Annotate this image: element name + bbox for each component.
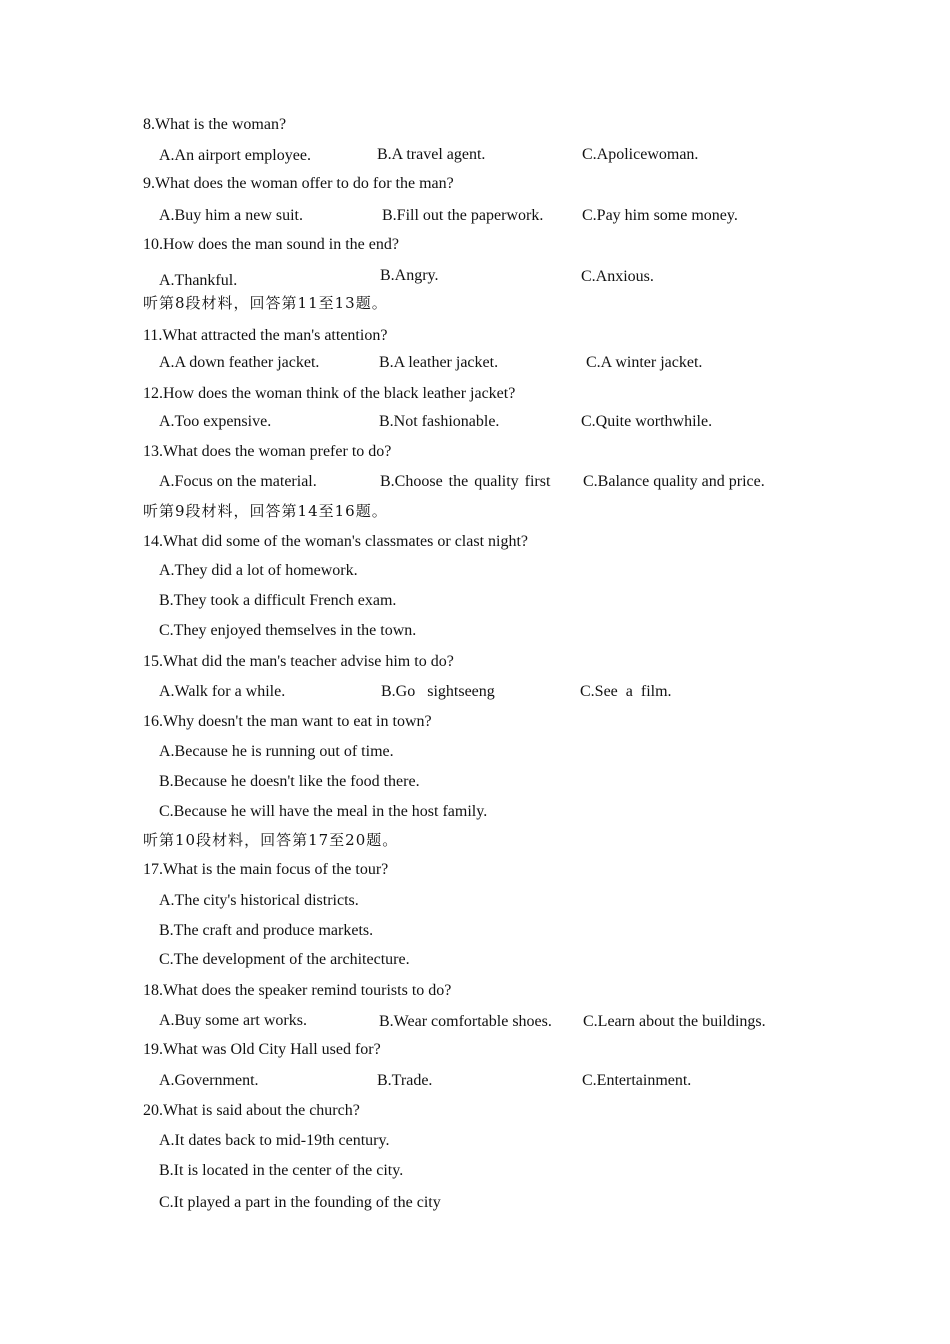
q8-option-b: B.A travel agent. (377, 146, 486, 163)
q13-option-a: A.Focus on the material. (159, 473, 317, 490)
question-17: 17.What is the main focus of the tour? (143, 861, 389, 878)
q20-option-c: C.It played a part in the founding of the city (159, 1194, 441, 1211)
q9-option-a: A.Buy him a new suit. (159, 207, 303, 224)
question-8: 8.What is the woman? (143, 116, 287, 133)
q17-option-a: A.The city's historical districts. (159, 892, 359, 909)
q19-option-a: A.Government. (159, 1072, 259, 1089)
q19-option-b: B.Trade. (377, 1072, 433, 1089)
question-11: 11.What attracted the man's attention? (143, 327, 388, 344)
q14-option-b: B.They took a difficult French exam. (159, 592, 397, 609)
section-heading-10: 听第10段材料，回答第17至20题。 (143, 831, 399, 849)
q18-option-a: A.Buy some art works. (159, 1012, 307, 1029)
question-9: 9.What does the woman offer to do for the man? (143, 175, 454, 192)
q9-option-b: B.Fill out the paperwork. (382, 207, 544, 224)
q16-option-c: C.Because he will have the meal in the host family. (159, 803, 488, 820)
q8-option-c: C.Apolicewoman. (582, 146, 699, 163)
q11-option-a: A.A down feather jacket. (159, 354, 320, 371)
question-20: 20.What is said about the church? (143, 1102, 360, 1119)
q16-option-b: B.Because he doesn't like the food there. (159, 773, 420, 790)
question-16: 16.Why doesn't the man want to eat in town? (143, 713, 432, 730)
section-heading-9: 听第9段材料，回答第14至16题。 (143, 502, 388, 520)
q18-option-c: C.Learn about the buildings. (583, 1013, 766, 1030)
q18-option-b: B.Wear comfortable shoes. (379, 1013, 552, 1030)
q9-option-c: C.Pay him some money. (582, 207, 738, 224)
question-18: 18.What does the speaker remind tourists to do? (143, 982, 452, 999)
question-10: 10.How does the man sound in the end? (143, 236, 399, 253)
q15-option-a: A.Walk for a while. (159, 683, 286, 700)
q11-option-b: B.A leather jacket. (379, 354, 499, 371)
q12-option-a: A.Too expensive. (159, 413, 272, 430)
question-19: 19.What was Old City Hall used for? (143, 1041, 381, 1058)
q16-option-a: A.Because he is running out of time. (159, 743, 394, 760)
q15-option-b: B.Go sightseeng (381, 683, 495, 700)
q15-option-c: C.See a film. (580, 683, 672, 700)
q14-option-c: C.They enjoyed themselves in the town. (159, 622, 417, 639)
q14-option-a: A.They did a lot of homework. (159, 562, 358, 579)
q11-option-c: C.A winter jacket. (586, 354, 703, 371)
section-heading-8: 听第8段材料，回答第11至13题。 (143, 294, 388, 312)
q17-option-c: C.The development of the architecture. (159, 951, 410, 968)
q10-option-c: C.Anxious. (581, 268, 654, 285)
q20-option-b: B.It is located in the center of the city. (159, 1162, 404, 1179)
q10-option-b: B.Angry. (380, 267, 439, 284)
q12-option-c: C.Quite worthwhile. (581, 413, 713, 430)
q17-option-b: B.The craft and produce markets. (159, 922, 374, 939)
q10-option-a: A.Thankful. (159, 272, 238, 289)
question-15: 15.What did the man's teacher advise him to do? (143, 653, 454, 670)
question-12: 12.How does the woman think of the black leather jacket? (143, 385, 516, 402)
q12-option-b: B.Not fashionable. (379, 413, 500, 430)
q13-option-c: C.Balance quality and price. (583, 473, 765, 490)
question-13: 13.What does the woman prefer to do? (143, 443, 392, 460)
q8-option-a: A.An airport employee. (159, 147, 311, 164)
q19-option-c: C.Entertainment. (582, 1072, 692, 1089)
q13-option-b: B.Choose the quality first (380, 473, 551, 490)
q20-option-a: A.It dates back to mid-19th century. (159, 1132, 390, 1149)
question-14: 14.What did some of the woman's classmates or clast night? (143, 533, 529, 550)
